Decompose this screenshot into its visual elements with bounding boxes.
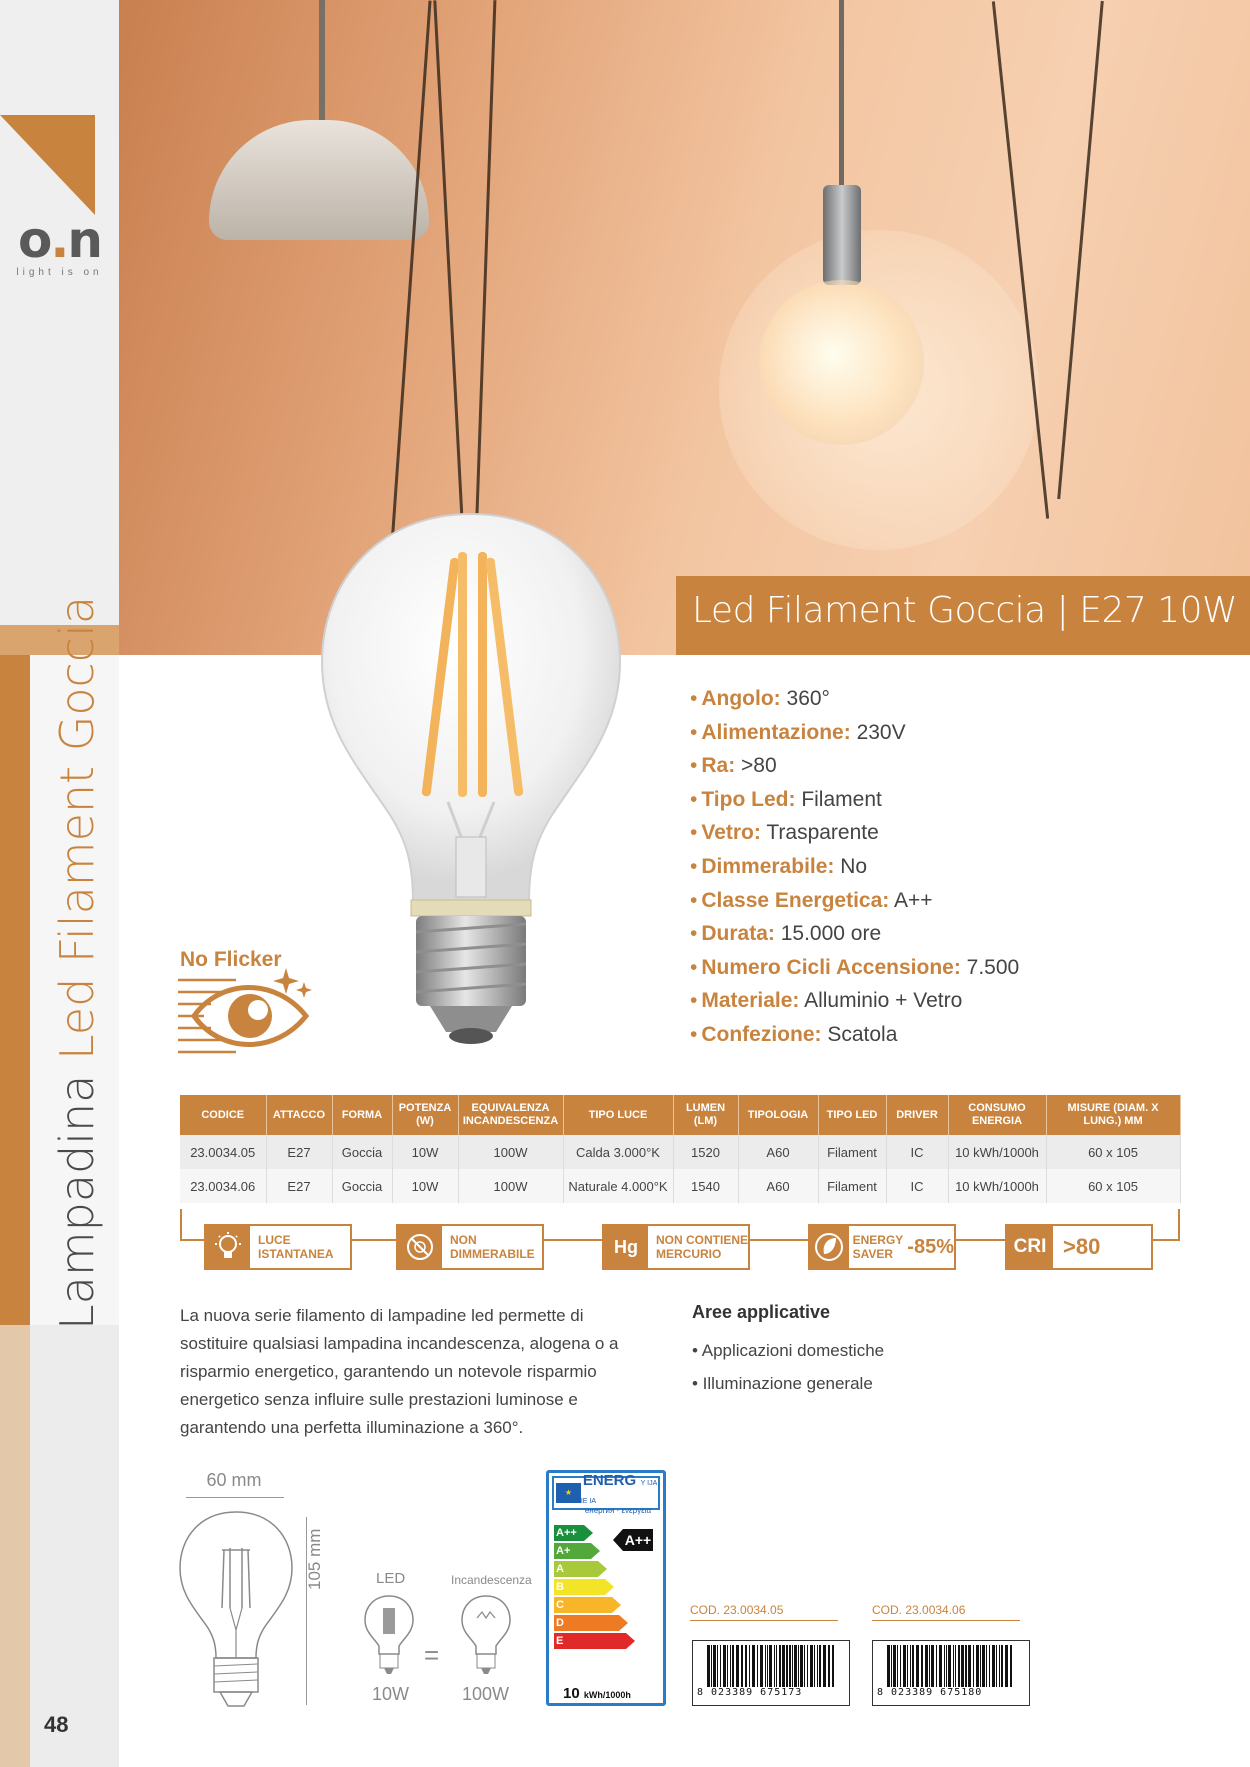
table-header: POTENZA (W) xyxy=(392,1095,458,1135)
logo-mark: o.n xyxy=(18,211,101,269)
energy-label-header xyxy=(552,1471,660,1515)
left-rail-top xyxy=(0,0,119,625)
barcode-bar xyxy=(907,1645,908,1687)
barcode-bar xyxy=(961,1645,964,1687)
table-row xyxy=(180,1135,1180,1169)
barcode-bar xyxy=(973,1645,974,1687)
barcode-bar xyxy=(713,1645,716,1687)
barcode-bar xyxy=(953,1645,954,1687)
applications-list xyxy=(692,1334,884,1400)
barcode-bar xyxy=(732,1645,734,1687)
table-cell: A60 xyxy=(738,1169,818,1203)
energy-saving-value: -85% xyxy=(907,1235,954,1258)
table-header: MISURE (DIAM. X LUNG.) MM xyxy=(1046,1095,1180,1135)
plant-vine xyxy=(1057,1,1104,499)
cri-value: >80 xyxy=(1063,1234,1101,1259)
pendant-socket xyxy=(823,185,861,285)
bulb-outline-drawing xyxy=(178,1510,294,1708)
spec-item: • Alimentazione: 230V xyxy=(690,720,906,744)
barcode xyxy=(872,1640,1030,1706)
barcode-bar xyxy=(944,1645,945,1687)
product-table-wrap xyxy=(180,1095,1180,1203)
comparison-equals: = xyxy=(424,1640,440,1670)
table-cell: Filament xyxy=(818,1135,886,1169)
pendant-bulb xyxy=(759,280,924,445)
comparison-incandescent-label: Incandescenza xyxy=(451,1573,532,1587)
energy-class-bar: B xyxy=(554,1579,605,1595)
energy-class-bar: A++ xyxy=(554,1525,584,1541)
barcode-bar xyxy=(769,1645,772,1687)
comparison-incandescent-watt: 100W xyxy=(462,1684,510,1704)
dimension-width: 60 mm xyxy=(206,1470,262,1490)
spec-item: • Numero Cicli Accensione: 7.500 xyxy=(690,955,1020,979)
table-cell: 1520 xyxy=(673,1135,738,1169)
barcode-bars xyxy=(707,1645,835,1687)
left-rail-accent-strip xyxy=(0,655,30,1325)
barcode-bar xyxy=(792,1645,793,1687)
side-title-accent: Led Filament Goccia xyxy=(50,595,104,1061)
table-cell: IC xyxy=(886,1135,948,1169)
barcode-bar xyxy=(1010,1645,1012,1687)
barcode-bar xyxy=(749,1645,750,1687)
energy-word: ENERG xyxy=(582,1471,637,1489)
spec-item: • Durata: 15.000 ore xyxy=(690,922,882,946)
barcode-bar xyxy=(1001,1645,1003,1687)
table-cell: 1540 xyxy=(673,1169,738,1203)
barcode-bar xyxy=(745,1645,747,1687)
barcode-bar xyxy=(900,1645,901,1687)
barcode-bar xyxy=(786,1645,788,1687)
table-cell: Calda 3.000°K xyxy=(563,1135,673,1169)
spec-item: • Tipo Led: Filament xyxy=(690,787,882,811)
eye-icon xyxy=(176,968,324,1058)
barcode-bar xyxy=(765,1645,766,1687)
barcode-bar xyxy=(814,1645,815,1687)
badge-cri xyxy=(1005,1224,1153,1270)
barcode-bar xyxy=(929,1645,930,1687)
barcode-bar xyxy=(810,1645,813,1687)
applications-title: Aree applicative xyxy=(692,1302,831,1322)
corner-accent xyxy=(0,115,95,215)
hero-photo xyxy=(119,0,1250,655)
table-header: EQUIVALENZA INCANDESCENZA xyxy=(458,1095,563,1135)
side-title-prefix: Lampadina xyxy=(50,1060,104,1330)
table-cell: Filament xyxy=(818,1169,886,1203)
spec-item: • Angolo: 360° xyxy=(690,687,830,710)
energy-suffix: Y IJA IE IA xyxy=(580,1479,657,1505)
badge-non-dimmable: NON DIMMERABILE xyxy=(396,1224,544,1270)
barcode-bar xyxy=(723,1645,726,1687)
energy-label xyxy=(546,1470,666,1706)
barcode-bar xyxy=(717,1645,718,1687)
barcode-bar xyxy=(779,1645,781,1687)
led-bulb-icon xyxy=(362,1594,416,1676)
table-cell: 60 x 105 xyxy=(1046,1135,1180,1169)
barcode-bar xyxy=(912,1645,914,1687)
barcode-bar xyxy=(819,1645,821,1687)
list-item: • Illuminazione generale xyxy=(692,1374,873,1393)
energy-rating: A++ xyxy=(623,1529,653,1551)
table-cell: 10 kWh/1000h xyxy=(948,1169,1046,1203)
barcode-bar xyxy=(986,1645,987,1687)
barcode-code-label: COD. 23.0034.06 xyxy=(872,1603,966,1617)
energy-consumption: 10 kWh/1000h xyxy=(563,1685,631,1702)
lamp-shade xyxy=(209,120,429,240)
energy-class-bar: E xyxy=(554,1633,626,1649)
barcode-bar xyxy=(982,1645,985,1687)
spec-item: • Dimmerabile: No xyxy=(690,854,868,878)
table-cell: 100W xyxy=(458,1169,563,1203)
badge-energy-saver: ENERGY SAVER -85% xyxy=(808,1224,956,1270)
table-cell: 100W xyxy=(458,1135,563,1169)
barcode-bar xyxy=(999,1645,1000,1687)
barcode-bar xyxy=(736,1645,739,1687)
table-row xyxy=(180,1169,1180,1203)
table-header: CODICE xyxy=(180,1095,266,1135)
barcode-bar xyxy=(828,1645,830,1687)
dimension-height: 105 mm xyxy=(305,1528,324,1590)
barcode-bar xyxy=(925,1645,928,1687)
barcode-bar xyxy=(767,1645,768,1687)
barcode-bar xyxy=(776,1645,777,1687)
table-header: TIPO LUCE xyxy=(563,1095,673,1135)
table-cell: 10W xyxy=(392,1135,458,1169)
barcode-bar xyxy=(1005,1645,1008,1687)
barcode-bar xyxy=(992,1645,995,1687)
plant-vine xyxy=(475,0,497,540)
barcode-bar xyxy=(823,1645,826,1687)
barcode-bar xyxy=(804,1645,805,1687)
table-cell: Goccia xyxy=(332,1169,392,1203)
barcode-bar xyxy=(752,1645,755,1687)
table-header: LUMEN (LM) xyxy=(673,1095,738,1135)
mercury-icon: Hg xyxy=(604,1226,648,1268)
cri-label: CRI xyxy=(1007,1226,1053,1268)
spec-item: • Confezione: Scatola xyxy=(690,1022,898,1046)
barcode-code-label: COD. 23.0034.05 xyxy=(690,1603,784,1617)
comparison-led-watt: 10W xyxy=(372,1684,410,1704)
table-header: TIPO LED xyxy=(818,1095,886,1135)
barcode-bar xyxy=(741,1645,743,1687)
barcode-number: 8 023389 675180 xyxy=(877,1687,983,1698)
barcode-bar xyxy=(936,1645,937,1687)
pendant-cord xyxy=(839,0,844,190)
barcode-bar xyxy=(807,1645,808,1687)
table-header: ATTACCO xyxy=(266,1095,332,1135)
brand-logo xyxy=(12,211,107,278)
no-flicker-label: No Flicker xyxy=(180,948,282,971)
barcode-bar xyxy=(757,1645,758,1687)
barcode-bar xyxy=(897,1645,898,1687)
barcode-bar xyxy=(774,1645,775,1687)
barcode-bar xyxy=(989,1645,990,1687)
barcode-bar xyxy=(711,1645,712,1687)
left-rail-bottom-strip xyxy=(0,1325,30,1767)
table-cell: 23.0034.05 xyxy=(180,1135,266,1169)
badge-mercury-free: Hg NON CONTIENE MERCURIO xyxy=(602,1224,750,1270)
page-number: 48 xyxy=(44,1712,69,1737)
barcode-bar xyxy=(946,1645,947,1687)
barcode-bar xyxy=(789,1645,791,1687)
spec-list xyxy=(690,682,1019,1052)
barcode-bar xyxy=(968,1645,971,1687)
energy-sub: енергия · ενεργεια xyxy=(584,1505,652,1515)
barcode-bar xyxy=(976,1645,979,1687)
side-title xyxy=(42,595,112,1330)
barcode-bar xyxy=(887,1645,890,1687)
table-cell: IC xyxy=(886,1169,948,1203)
comparison-led-label: LED xyxy=(376,1570,406,1587)
barcode-bar xyxy=(720,1645,721,1687)
barcode-bar xyxy=(782,1645,785,1687)
barcode-bar xyxy=(931,1645,934,1687)
barcode-code-line xyxy=(690,1620,838,1621)
barcode xyxy=(692,1640,850,1706)
spec-item: • Classe Energetica: A++ xyxy=(690,888,933,912)
table-header: TIPOLOGIA xyxy=(738,1095,818,1135)
table-cell: 10 kWh/1000h xyxy=(948,1135,1046,1169)
barcode-bar xyxy=(980,1645,981,1687)
barcode-bar xyxy=(730,1645,731,1687)
table-cell: A60 xyxy=(738,1135,818,1169)
barcode-bar xyxy=(832,1645,834,1687)
barcode-bar xyxy=(996,1645,997,1687)
table-header: FORMA xyxy=(332,1095,392,1135)
table-header-row xyxy=(180,1095,1180,1135)
barcode-bar xyxy=(965,1645,967,1687)
table-header: DRIVER xyxy=(886,1095,948,1135)
product-table xyxy=(180,1095,1181,1203)
barcode-bar xyxy=(798,1645,799,1687)
table-cell: Goccia xyxy=(332,1135,392,1169)
barcode-bar xyxy=(921,1645,923,1687)
barcode-bar xyxy=(893,1645,896,1687)
product-bulb-image xyxy=(318,512,624,1047)
incandescent-bulb-icon xyxy=(459,1594,513,1676)
energy-class-bar: A+ xyxy=(554,1543,591,1559)
table-cell: 60 x 105 xyxy=(1046,1169,1180,1203)
table-cell: 23.0034.06 xyxy=(180,1169,266,1203)
no-dimmer-icon xyxy=(398,1226,442,1268)
table-cell: Naturale 4.000°K xyxy=(563,1169,673,1203)
energy-class-bar: C xyxy=(554,1597,612,1613)
barcode-bar xyxy=(707,1645,710,1687)
eu-flag-icon: ★ xyxy=(556,1483,581,1503)
spec-item: • Ra: >80 xyxy=(690,754,777,778)
barcode-code-line xyxy=(872,1620,1020,1621)
table-cell: E27 xyxy=(266,1135,332,1169)
energy-class-bar: A xyxy=(554,1561,598,1577)
barcode-bar xyxy=(958,1645,960,1687)
barcode-number: 8 023389 675173 xyxy=(697,1687,803,1698)
leaf-icon xyxy=(810,1226,849,1268)
barcode-bar xyxy=(727,1645,728,1687)
list-item: • Applicazioni domestiche xyxy=(692,1341,885,1360)
barcode-bar xyxy=(948,1645,951,1687)
barcode-bar xyxy=(910,1645,911,1687)
spec-item: • Vetro: Trasparente xyxy=(690,821,879,845)
lamp-cord xyxy=(319,0,325,125)
table-header: CONSUMO ENERGIA xyxy=(948,1095,1046,1135)
table-cell: E27 xyxy=(266,1169,332,1203)
barcode-bar xyxy=(760,1645,763,1687)
product-description: La nuova serie filamento di lampadine led permette di sostituire qualsiasi lampadina incandescenza, alogena o a risparmio energetico, garantendo un notevole risparmio energetico senza influire sulle prestazioni luminose e garantendo una perfetta illuminazione a 360°. xyxy=(180,1306,619,1437)
barcode-bar xyxy=(891,1645,892,1687)
barcode-bar xyxy=(916,1645,919,1687)
dimension-width-line xyxy=(186,1497,284,1498)
energy-class-bar: D xyxy=(554,1615,619,1631)
spec-item: • Materiale: Alluminio + Vetro xyxy=(690,989,963,1013)
plant-vine xyxy=(433,0,467,599)
barcode-bar xyxy=(800,1645,803,1687)
barcode-bar xyxy=(955,1645,956,1687)
barcode-bar xyxy=(817,1645,818,1687)
logo-tagline: light is on xyxy=(16,267,103,278)
table-cell: 10W xyxy=(392,1169,458,1203)
barcode-bars xyxy=(887,1645,1015,1687)
barcode-bar xyxy=(939,1645,942,1687)
badge-instant-light: LUCE ISTANTANEA xyxy=(204,1224,352,1270)
barcode-bar xyxy=(794,1645,797,1687)
lightbulb-icon xyxy=(206,1226,250,1268)
product-title: Led Filament Goccia | E27 10W xyxy=(692,590,1238,631)
barcode-bar xyxy=(903,1645,906,1687)
plant-vine xyxy=(389,1,431,560)
